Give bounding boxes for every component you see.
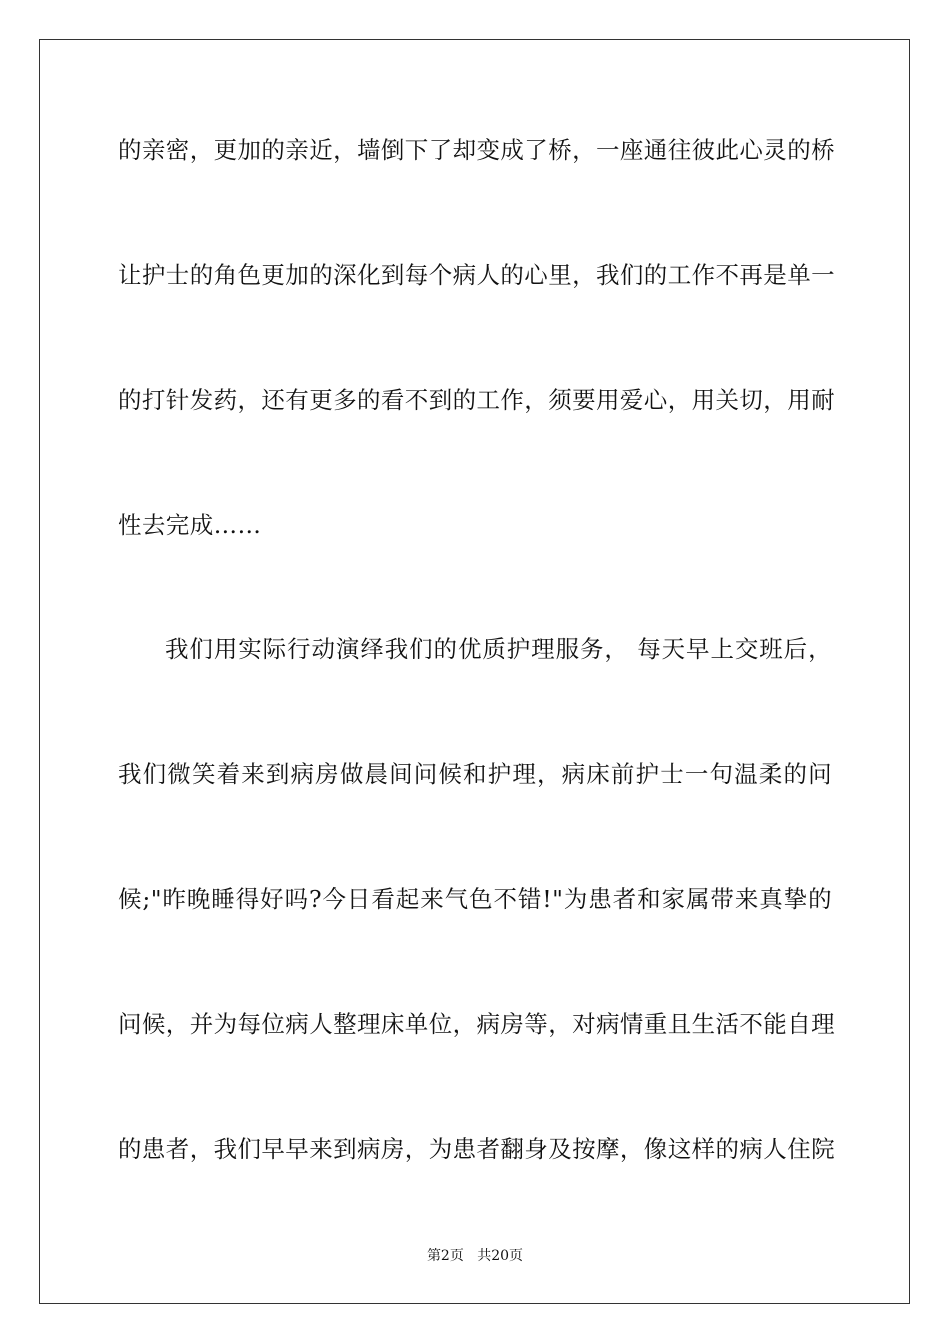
text-line: 问候，并为每位病人整理床单位，病房等，对病情重且生活不能自理 [118,1010,835,1038]
text-line: 的打针发药，还有更多的看不到的工作，须要用爱心，用关切，用耐 [118,386,835,414]
text-line: 我们微笑着来到病房做晨间问候和护理，病床前护士一句温柔的问 [118,760,832,788]
text-line: 候;"昨晚睡得好吗?今日看起来气色不错!"为患者和家属带来真挚的 [118,885,832,913]
text-line: 性去完成…… [118,511,262,539]
text-line: 的亲密，更加的亲近，墙倒下了却变成了桥，一座通往彼此心灵的桥 [118,136,835,164]
text-line: 的患者，我们早早来到病房，为患者翻身及按摩，像这样的病人住院 [118,1135,835,1163]
total-page-count: 共20页 [477,1248,524,1264]
page-border [39,39,910,1304]
paragraph-first-line: 我们用实际行动演绎我们的优质护理服务， 每天早上交班后， [165,635,832,663]
text-line: 让护士的角色更加的深化到每个病人的心里，我们的工作不再是单一 [118,261,835,289]
current-page-number: 第2页 [426,1248,464,1264]
page-footer [0,1246,950,1266]
